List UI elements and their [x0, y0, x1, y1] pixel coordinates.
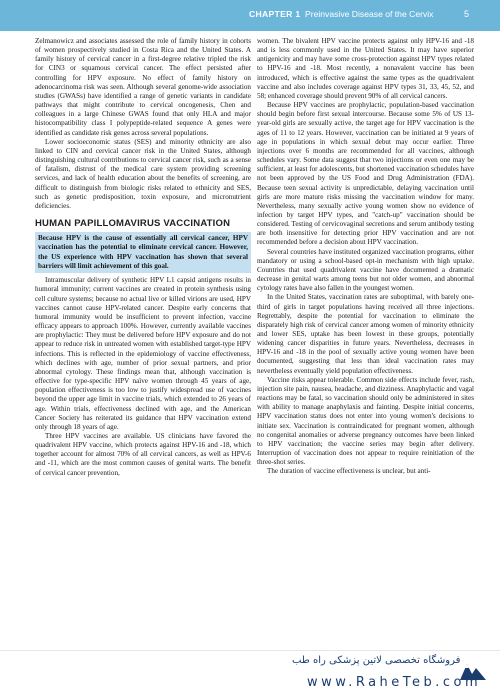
- paragraph: Several countries have instituted organized vaccination programs, either mandatory or using a school-based opt-in mechanism with high uptake. Countries that used quadrivalent vaccine have documented a dramatic decrease in genital warts among teens but not older women, and abnormal cytology rates have also fallen in the youngest women.: [257, 247, 474, 293]
- chapter-header-bar: [0, 0, 500, 31]
- page-number: 5: [464, 9, 470, 19]
- left-column: [35, 37, 251, 478]
- chapter-title: Preinvasive Disease of the Cervix: [305, 9, 434, 19]
- paragraph: Three HPV vaccines are available. US clinicians have favored the quadrivalent HPV vaccine, which protects against HPV-16 and -18, which together account for almost 70% of all cervical cancers, as well as HPV-6 and -11, which are the most common causes of genital warts. The benefit of cervical cancer prevention,: [35, 431, 251, 477]
- chapter-label: CHAPTER 1: [249, 9, 301, 19]
- paragraph: The duration of vaccine effectiveness is unclear, but anti-: [267, 467, 431, 476]
- right-column: [257, 37, 474, 477]
- paragraph: Vaccine risks appear tolerable. Common side effects include fever, rash, injection site pain, nausea, headache, and dizziness. Anaphylactic and vagal reactions may be fatal, so vaccination should only be administered in sites with ability to manage anaphylaxis and fainting. Despite initial concerns, HPV vaccination status does not enter into young women's decisions to initiate sex. Vaccination is contraindicated for pregnant women, although no congenital anomalies or adverse pregnancy outcomes have been linked to HPV vaccination; the vaccine series may begin after delivery. Interruption of vaccination does not appear to require reinitiation of the three-shot series.: [257, 375, 474, 467]
- paragraph: Zelmanowicz and associates assessed the role of family history in cohorts of women prospectively studied in Costa Rica and the United States. A family history of cervical cancer in a first-degree relative tripled the risk for CIN3 or squamous cervical cancer. The effect persisted after controlling for HPV exposure. No effect of family history on adenocarcinoma risk was seen. Although several genome-wide association studies (GWASs) have identified a range of genetic variants in candidate pathways that might contribute to cervical oncogenesis, Chen and colleagues in a large Chinese GWAS found that only HLA and major histocompatibility class I polypeptide-related sequence A genes were identified as candidate risk genes across several populations.: [35, 37, 251, 137]
- watermark-url[interactable]: www.RaheTeb.com: [307, 675, 482, 690]
- paragraph: women. The bivalent HPV vaccine protects against only HPV-16 and -18 and is less commonly used in the United States. It may have superior antigenicity and may have some cross-protection against HPV types related to HPV-16 and -18. Most recently, a nonavalent vaccine has been introduced, which is effective against the same types as the quadrivalent vaccine and also includes coverage against HPV types 31, 33, 45, 52, and 58; enhanced coverage should prevent 90% of all cervical cancers.: [257, 37, 474, 100]
- section-heading: HUMAN PAPILLOMAVIRUS VACCINATION: [35, 217, 231, 229]
- watermark-persian-text: فروشگاه تخصصی لاتین پزشکی راه طب: [292, 655, 461, 666]
- paragraph: Lower socioeconomic status (SES) and minority ethnicity are also linked to CIN and cervical cancer risk in the United States, although distinguishing cultural contributions to cervical cancer risk, such as a sense of fatalism, distrust of the medical care system providing screening services, and lack of health education about the benefits of screening, are difficult to distinguish from biologic risks related to ethnicity and SES, such as genetic predisposition, toxin exposure, and micronutrient deficiencies.: [35, 137, 251, 210]
- key-statement-box: Because HPV is the cause of essentially all cervical cancer, HPV vaccination has the potential to eliminate cervical cancer. However, the US experience with HPV vaccination has shown that several barriers will limit achievement of this goal.: [35, 232, 251, 273]
- paragraph: Intramuscular delivery of synthetic HPV L1 capsid antigens results in humoral immunity; current vaccines are created in protein synthesis using cell culture systems; because no actual live or killed virions are used, HPV vaccines cannot cause HPV-related cancer. Despite early concerns that humoral immunity would be insufficient to prevent infection, vaccine efficacy appears to approach 100%. However, currently available vaccines are prophylactic: They must be delivered before HPV exposure and do not appear to reduce risk in untreated women with established target-type HPV infections. This is reflected in the epidemiology of vaccine effectiveness, which declines with age, number of prior sexual partners, and prior abnormal cytology. These findings mean that, although vaccination is effective for type-specific HPV naïve women through 45 years of age, population effectiveness is too low to justify widespread use of vaccines beyond the upper age limit in vaccine trials, which extended to 26 years of age. Within trials, effectiveness declined with age, and the American Cancer Society has reiterated its guidance that HPV vaccination extend only through 18 years of age.: [35, 276, 251, 431]
- paragraph: In the United States, vaccination rates are suboptimal, with barely one-third of girls in target populations having received all three injections. Regrettably, despite the potential for vaccination to eliminate the disparately high risk of cervical cancer among women of minority ethnicity and lower SES, uptake has been lowest in these groups, potentially widening cancer disparities in future years. Nevertheless, decreases in HPV-16 and -18 in the pool of sexually active young women have been documented, suggesting that less than ideal vaccination rates may nevertheless eventually yield population effectiveness.: [257, 293, 474, 375]
- paragraph: Because HPV vaccines are prophylactic, population-based vaccination should begin before first sexual intercourse. Because some 5% of US 13-year-old girls are sexually active, the target age for HPV vaccination is the ages of 11 to 12 years. However, vaccination can be initiated at 9 years of age in populations in which sexual debut may occur earlier. Three injections over 6 months are recommended for all vaccines, although schedules vary. Some data suggest that two injections or even one may be sufficient, at least for adolescents, but shortened vaccination schedules have not been approved by the US Food and Drug Administration (FDA). Because teen sexual activity is unpredictable, delaying vaccination until girls are more mature risks missing the vaccination window for many. Nevertheless, many sexually active young women show no evidence of infection by target HPV types, and "catch-up" vaccination should be considered. Testing of cervicovaginal secretions and serum antibody testing are both insensitive for detecting prior HPV vaccination and are not recommended before a decision about HPV vaccination.: [257, 101, 474, 247]
- text-fade: [0, 632, 500, 650]
- footer-divider: [0, 650, 500, 651]
